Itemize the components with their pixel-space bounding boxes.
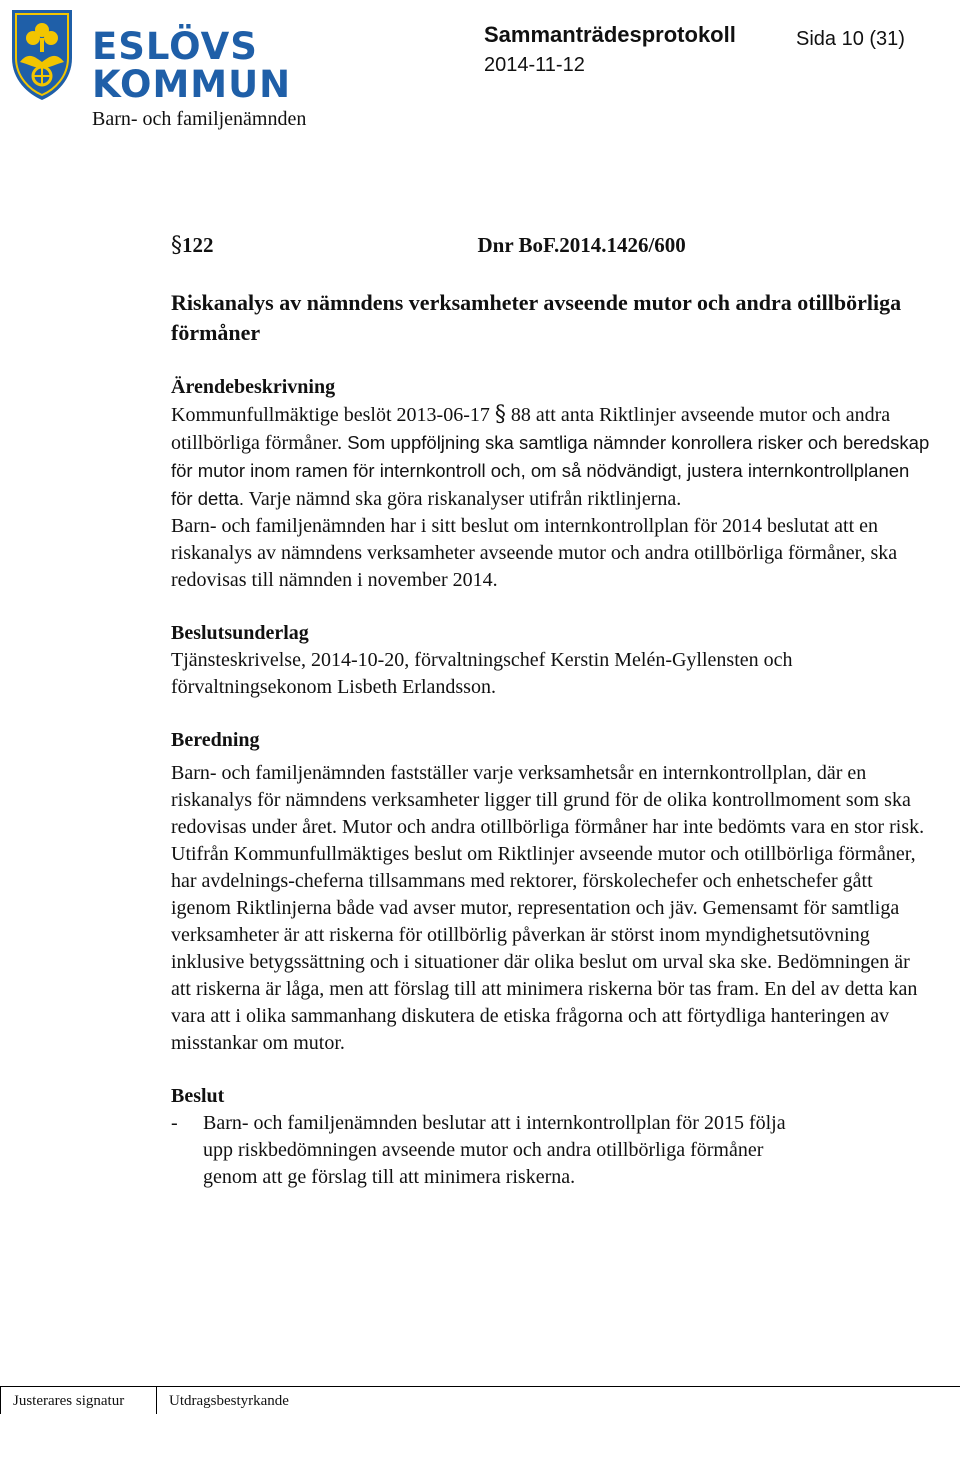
heading-beslut: Beslut [171, 1085, 225, 1107]
paragraph-mark: § [171, 233, 182, 258]
section-number: 122 [182, 233, 214, 257]
municipality-crest-icon [6, 6, 78, 102]
page-number: Sida 10 (31) [796, 28, 905, 50]
extract-label: Utdragsbestyrkande [169, 1393, 289, 1409]
list-dash: - [171, 1112, 178, 1134]
page-header [0, 0, 960, 140]
section-line [171, 232, 931, 272]
brand-line-1: ESLÖVS [92, 25, 258, 68]
heading-beredning: Beredning [171, 729, 260, 751]
brand-wordmark [92, 25, 292, 106]
document-type: Sammanträdesprotokoll [484, 22, 736, 47]
decision-item [171, 1110, 931, 1191]
document-date: 2014-11-12 [484, 54, 585, 76]
paragraph-beredning: Barn- och familjenämnden fastställer varje verksamhetsår en internkontrollplan, där en riskanalys för nämndens verksamheter ligger till grund för de olika kontrollmoment som ska redovisas under året. Mutor och andra otillbörliga förmåner har inte bedömts vara en stor risk. Utifrån Kommunfullmäktiges beslut om Riktlinjer avseende mutor och otillbörliga förmåner, har avdelnings-cheferna tillsammans med rektorer, förskolechefer och enhetschefer gått igenom Riktlinjerna både vad avser mutor, representation och jäv. Gemensamt för samtliga verksamheter är att riskerna för otillbörlig påverkan är störst inom myndighetsutövning inklusive betygssättning och i situationer där olika beslut om urval ska ske. Bedömningen är att riskerna är låga, men att förslag till att minimera riskerna bör tas fram. En del av detta kan vara att i olika sammanhang diskutera de etiska frågorna och att förtydliga hanteringen av misstankar om mutor. [171, 762, 925, 1054]
document-body [171, 232, 931, 1191]
decision-text: Barn- och familjenämnden beslutar att i internkontrollplan för 2015 följa upp riskbedömningen avseende mutor och andra otillbörliga förmåner genom att ge förslag till att minimera riskerna. [203, 1112, 786, 1188]
paragraph-mark: § [494, 402, 506, 427]
text-segment: Varje nämnd ska göra riskanalyser utifrån riktlinjerna. [244, 488, 682, 510]
case-number: Dnr BoF.2014.1426/600 [477, 233, 686, 257]
extract-box[interactable] [156, 1386, 960, 1414]
paragraph-arendebeskrivning-2: Barn- och familjenämnden har i sitt beslut om internkontrollplan för 2014 beslutat att en riskanalys av nämndens verksamheter avseende mutor och andra otillbörliga förmåner, ska redovisas till nämnden i november 2014. [171, 515, 898, 591]
paragraph-beslutsunderlag: Tjänsteskrivelse, 2014-10-20, förvaltningschef Kerstin Melén-Gyllensten och förvaltningsekonom Lisbeth Erlandsson. [171, 649, 793, 698]
signature-label: Justerares signatur [13, 1393, 125, 1409]
department-name: Barn- och familjenämnden [92, 108, 307, 130]
heading-arendebeskrivning: Ärendebeskrivning [171, 376, 336, 398]
section-title: Riskanalys av nämndens verksamheter avseende mutor och andra otillbörliga förmåner [171, 290, 902, 345]
text-segment: Som uppföljning ska samtliga nämnder konrollera risker och beredskap för mutor inom ramen för internkontroll och, om så nödvändigt, justera internkontrollplanen för detta. [171, 432, 930, 509]
text-segment: Kommunfullmäktige beslöt 2013-06-17 [171, 404, 495, 426]
heading-beslutsunderlag: Beslutsunderlag [171, 622, 309, 644]
signature-box[interactable] [0, 1386, 156, 1414]
page-footer [0, 1386, 960, 1416]
brand-line-2: KOMMUN [92, 63, 292, 106]
paragraph-arendebeskrivning-1 [171, 401, 931, 513]
text-segment: 88 att anta Riktlinjer avseende mutor och andra otillbörliga förmåner. [171, 404, 891, 454]
